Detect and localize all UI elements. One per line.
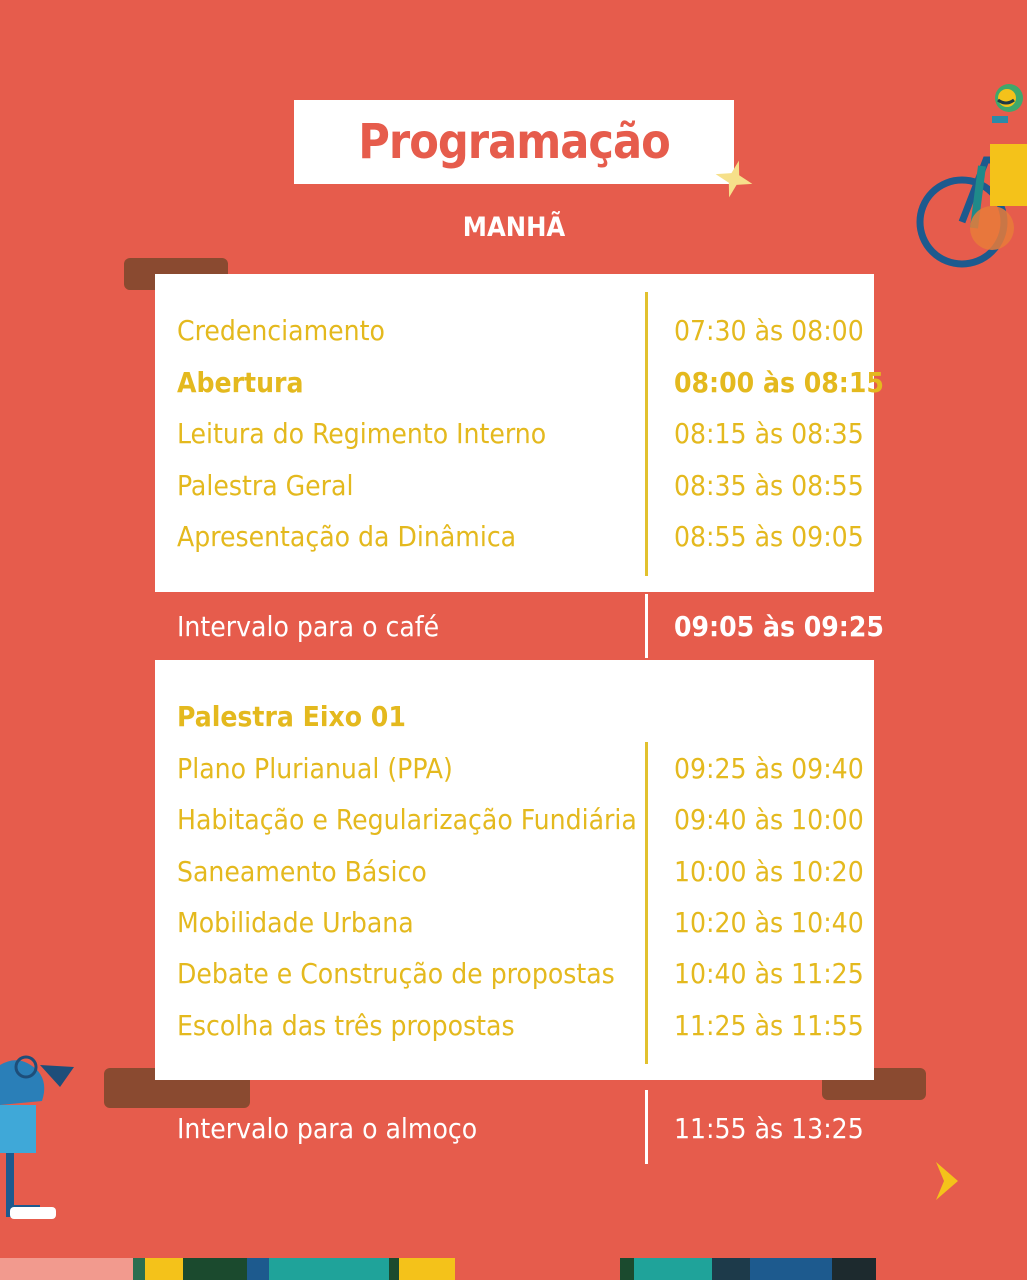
schedule-activity: Apresentação da Dinâmica (177, 520, 517, 553)
color-strip-6 (269, 1258, 389, 1280)
schedule-activity: Habitação e Regularização Fundiária (177, 803, 637, 837)
cyclist-illustration (912, 78, 1027, 273)
schedule-activity: Abertura (177, 365, 304, 399)
arrow-right-icon (932, 1160, 960, 1202)
color-strip-13 (832, 1258, 876, 1280)
schedule-activity: Debate e Construção de propostas (177, 957, 615, 991)
color-strip-9 (620, 1258, 634, 1280)
color-strip-11 (712, 1258, 750, 1280)
schedule-time: 08:35 às 08:55 (674, 468, 864, 502)
schedule-time: 10:40 às 11:25 (674, 957, 864, 991)
color-strip-12 (750, 1258, 832, 1280)
break1-divider (645, 594, 648, 658)
section-subtitle: MANHÃ (462, 212, 566, 243)
schedule-activity: Credenciamento (177, 314, 385, 347)
star-icon (713, 158, 755, 200)
person-illustration (0, 1045, 80, 1225)
card2-divider (645, 742, 648, 1064)
color-strip-1 (0, 1258, 133, 1280)
color-strip-7 (389, 1258, 399, 1280)
schedule-time: 08:15 às 08:35 (674, 417, 864, 450)
schedule-activity: Saneamento Básico (177, 854, 427, 888)
schedule-time: 10:00 às 10:20 (674, 854, 864, 888)
schedule-activity: Mobilidade Urbana (177, 905, 414, 939)
schedule-time: 08:00 às 08:15 (674, 365, 884, 399)
schedule-time: 09:25 às 09:40 (674, 752, 864, 785)
schedule-time: 11:25 às 11:55 (674, 1008, 864, 1042)
schedule-time: 10:20 às 10:40 (674, 905, 864, 939)
color-strip-2 (133, 1258, 145, 1280)
schedule-time: 08:55 às 09:05 (674, 520, 864, 553)
break1-activity: Intervalo para o café (177, 610, 440, 643)
break2-time: 11:55 às 13:25 (674, 1112, 864, 1145)
schedule-time: 09:40 às 10:00 (674, 803, 864, 837)
schedule-activity: Palestra Geral (177, 468, 354, 502)
break2-divider (645, 1090, 648, 1164)
schedule-activity: Plano Plurianual (PPA) (177, 752, 453, 785)
schedule-time: 07:30 às 08:00 (674, 314, 864, 347)
color-strip-3 (145, 1258, 183, 1280)
page-title: Programação (358, 114, 670, 170)
card1-divider (645, 292, 648, 576)
color-strip-5 (247, 1258, 269, 1280)
break1-time: 09:05 às 09:25 (674, 610, 884, 643)
schedule-activity: Escolha das três propostas (177, 1008, 515, 1042)
color-strip-8 (399, 1258, 455, 1280)
color-strip-10 (634, 1258, 712, 1280)
break2-activity: Intervalo para o almoço (177, 1112, 478, 1145)
schedule-activity: Leitura do Regimento Interno (177, 417, 547, 450)
color-strip-4 (183, 1258, 247, 1280)
block2-heading: Palestra Eixo 01 (177, 700, 406, 733)
